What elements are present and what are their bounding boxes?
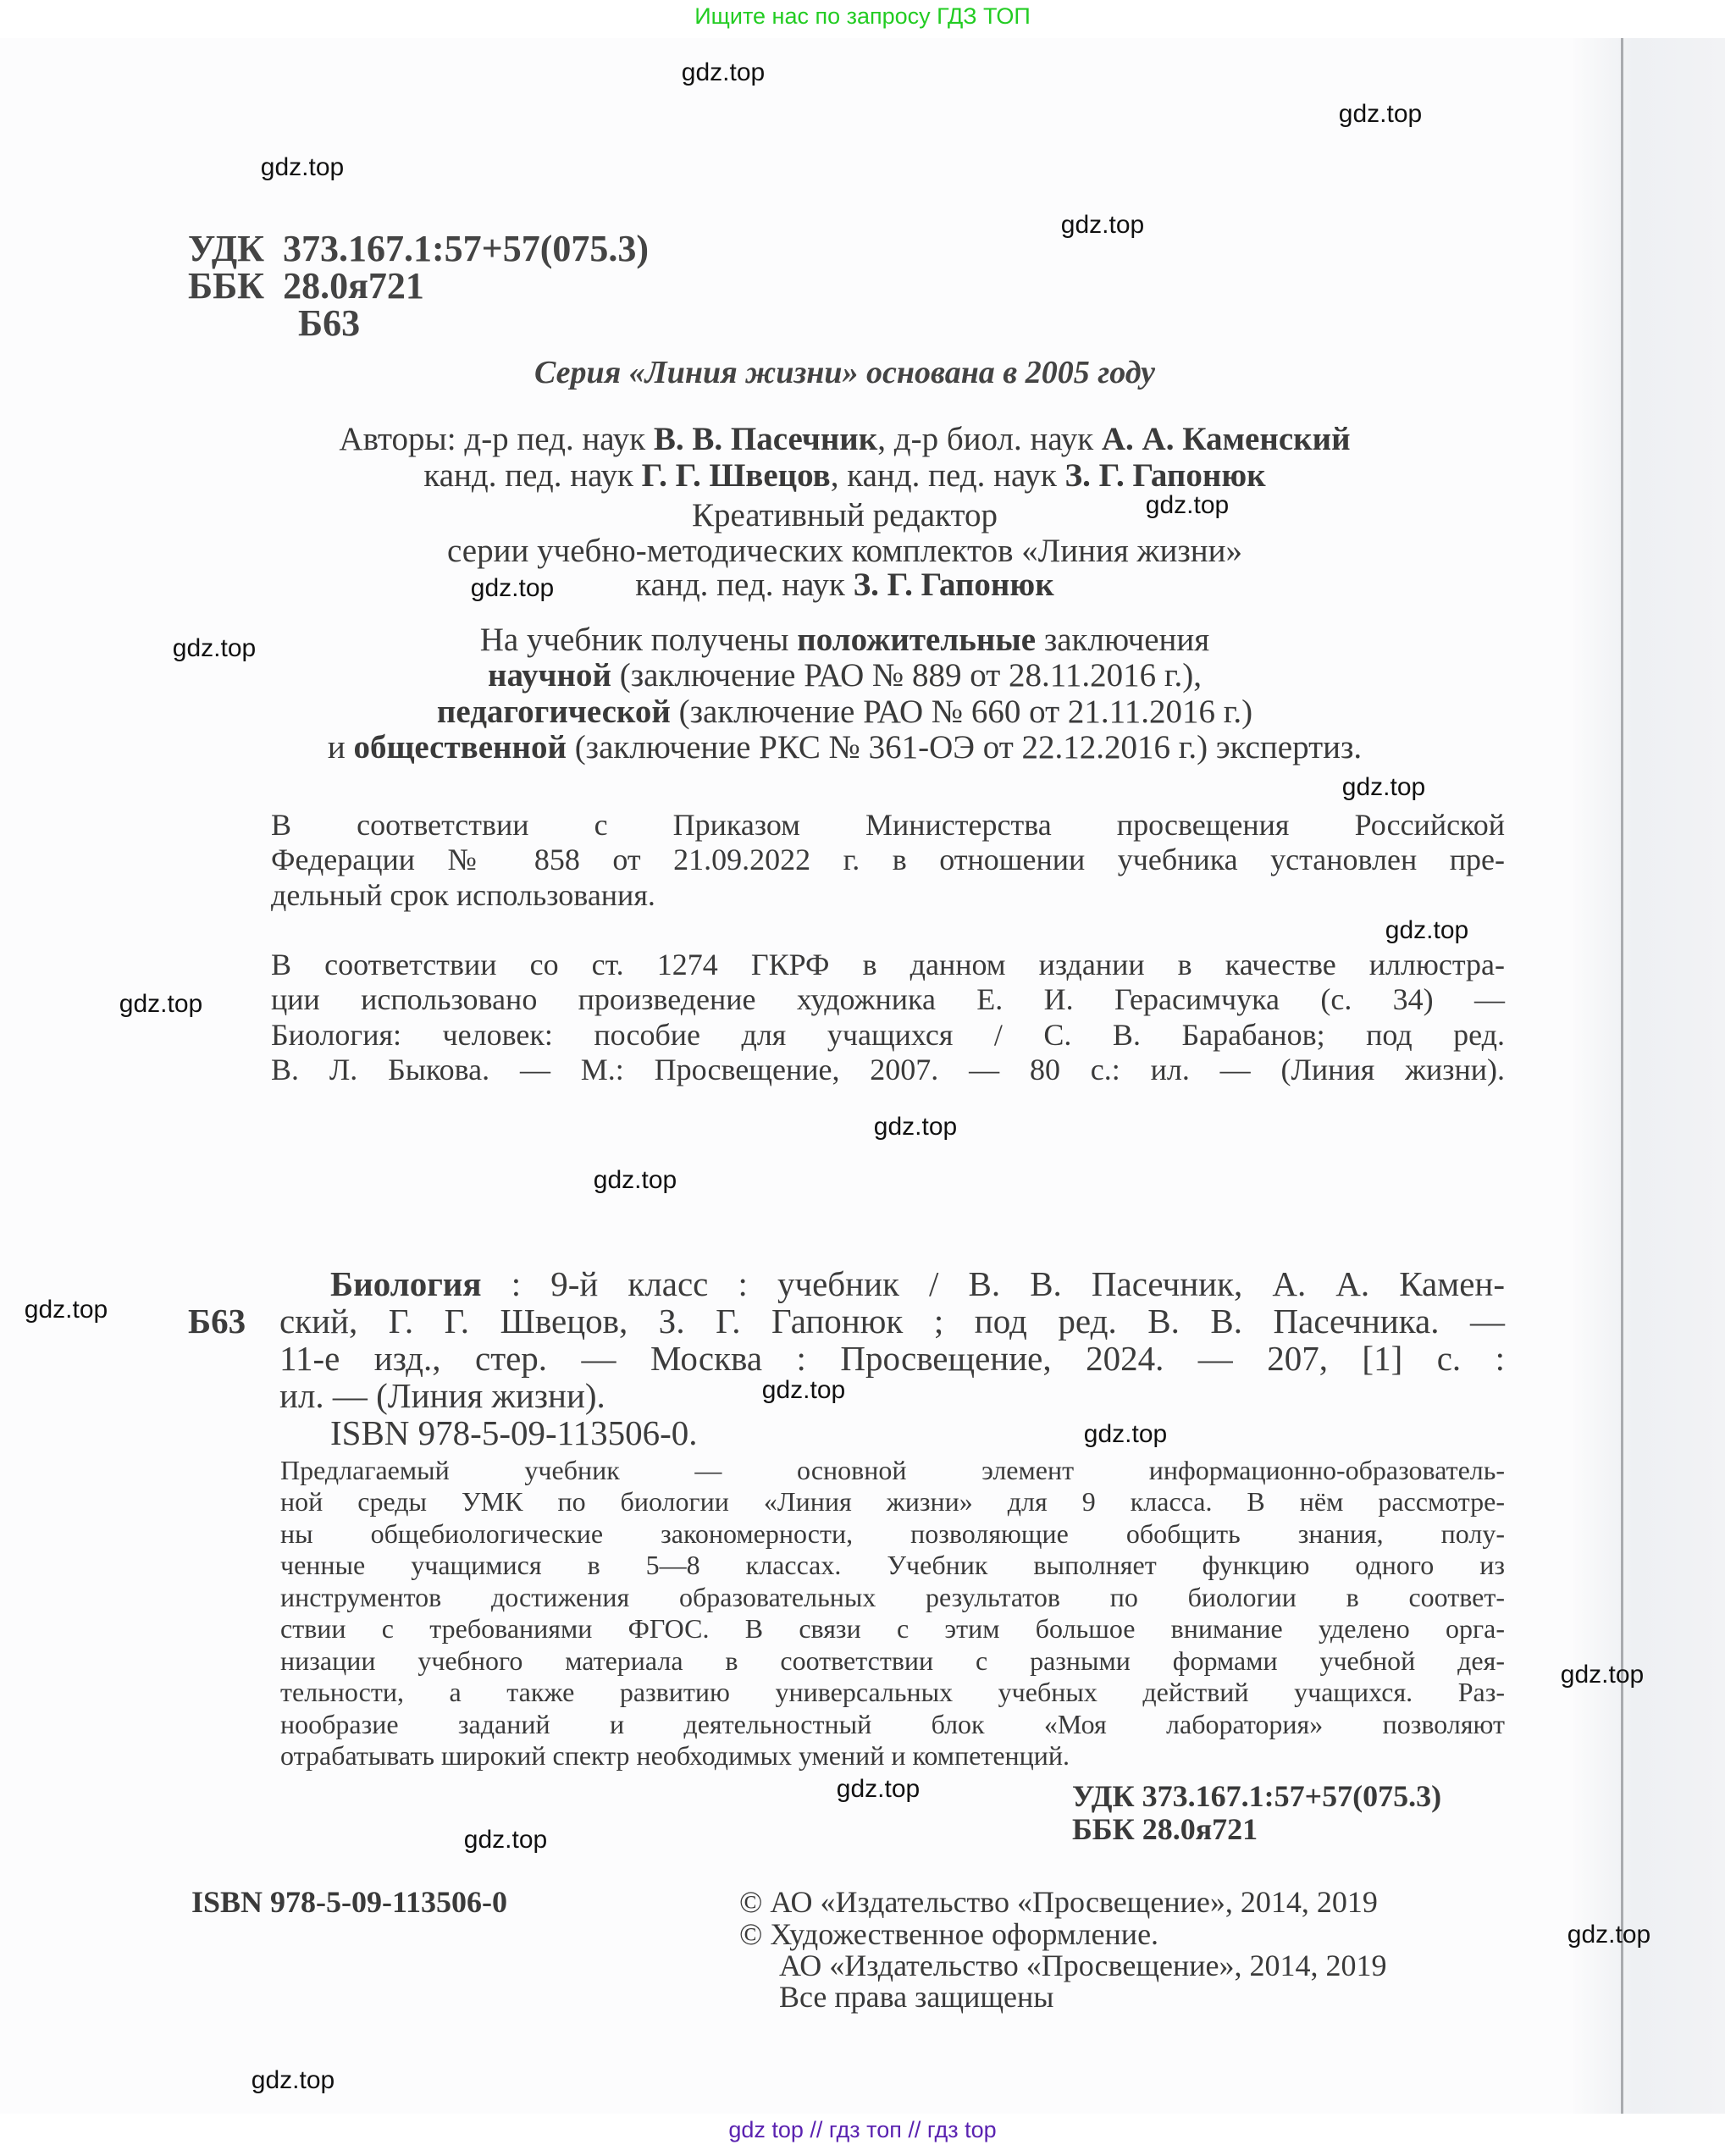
page-edge-shadow xyxy=(1573,38,1725,2114)
text: канд. пед. наук xyxy=(423,457,642,494)
abstract-line: ченные учащимися в 5—8 классах. Учебник выполняет функцию одного из xyxy=(280,1550,1505,1580)
abstract-line: инструментов достижения образовательных результатов по биологии в соответ- xyxy=(280,1582,1505,1612)
abstract-line: Предлагаемый учебник — основной элемент информационно-образователь- xyxy=(280,1455,1505,1485)
editor-line-1: Креативный редактор xyxy=(691,497,998,533)
author-code: Б63 xyxy=(298,302,361,344)
watermark: gdz.top xyxy=(1560,1661,1645,1689)
bibliography-line-2: ский, Г. Г. Швецов, З. Г. Гапонюк ; под ред. В. В. Пасечника. — xyxy=(279,1302,1505,1341)
text-bold: общественной xyxy=(353,729,567,766)
watermark: gdz.top xyxy=(172,634,257,662)
illustration-line: ции использовано произведение художника Е. И. Герасимчука (с. 34) — xyxy=(271,982,1505,1016)
watermark: gdz.top xyxy=(836,1775,921,1803)
editor-name: З. Г. Гапонюк xyxy=(853,567,1054,603)
text-bold: положительные xyxy=(797,622,1037,658)
text-bold: научной xyxy=(488,657,611,694)
watermark: gdz.top xyxy=(1083,1420,1168,1448)
watermark: gdz.top xyxy=(1341,773,1426,801)
book-title: Биология xyxy=(330,1264,482,1303)
watermark: gdz.top xyxy=(260,153,345,181)
abstract-line: тельности, а также развитию универсальных учебных действий учащихся. Раз- xyxy=(280,1677,1505,1707)
watermark: gdz.top xyxy=(1338,100,1423,128)
abstract-line: нообразие заданий и деятельностный блок «Моя лаборатория» позволяют xyxy=(280,1709,1505,1739)
isbn: ISBN 978-5-09-113506-0 xyxy=(191,1885,508,1919)
search-banner-link[interactable]: Ищите нас по запросу ГДЗ ТОП xyxy=(694,3,1031,29)
bibliography-line-1 xyxy=(330,1263,1505,1304)
editor-line-2: серии учебно-методических комплектов «Линия жизни» xyxy=(447,533,1242,569)
illustration-line: В. Л. Быкова. — М.: Просвещение, 2007. — 80 с.: ил. — (Линия жизни). xyxy=(271,1053,1505,1086)
text: , канд. пед. наук xyxy=(830,457,1065,494)
watermark: gdz.top xyxy=(119,990,203,1018)
watermark: gdz.top xyxy=(1385,916,1469,944)
conclusion-line-4 xyxy=(0,728,1689,766)
watermark: gdz.top xyxy=(873,1113,958,1141)
copyright-line: АО «Издательство «Просвещение», 2014, 2019 xyxy=(779,1949,1387,1982)
author-name: В. В. Пасечник xyxy=(653,421,878,457)
editor-line-3 xyxy=(0,566,1689,604)
text: (заключение РАО № 660 от 21.11.2016 г.) xyxy=(670,694,1253,730)
bbk-label: ББК xyxy=(188,265,265,307)
copyright-line: © АО «Издательство «Просвещение», 2014, 2019 xyxy=(739,1885,1378,1919)
bottom-bbk: ББК 28.0я721 xyxy=(1072,1812,1258,1846)
watermark: gdz.top xyxy=(251,2066,335,2094)
watermark: gdz.top xyxy=(761,1376,846,1404)
abstract-line: ной среды УМК по биологии «Линия жизни» для 9 класса. В нём рассмотре- xyxy=(280,1486,1505,1517)
watermark: gdz.top xyxy=(470,574,555,602)
bottom-udk: УДК 373.167.1:57+57(075.3) xyxy=(1072,1779,1442,1813)
author-name: А. А. Каменский xyxy=(1101,421,1351,457)
watermark: gdz.top xyxy=(593,1166,677,1194)
order-line: Федерации № 858 от 21.09.2022 г. в отношении учебника установлен пре- xyxy=(271,843,1505,876)
order-line: дельный срок использования. xyxy=(271,878,655,912)
authors-line-1 xyxy=(0,420,1689,458)
bibliography-line-4: ил. — (Линия жизни). xyxy=(279,1376,605,1415)
copyright-line: Все права защищены xyxy=(779,1980,1054,2014)
author-name: З. Г. Гапонюк xyxy=(1064,457,1266,494)
watermark: gdz.top xyxy=(1060,211,1145,239)
udk-label: УДК xyxy=(188,228,265,269)
watermark: gdz.top xyxy=(1145,491,1230,519)
text: : 9-й класс : учебник / В. В. Пасечник, А. А. Камен- xyxy=(481,1264,1505,1303)
text: , д-р биол. наук xyxy=(877,421,1102,457)
abstract-line: отрабатывать широкий спектр необходимых умений и компетенций. xyxy=(280,1740,1070,1771)
illustration-line: Биология: человек: пособие для учащихся / С. В. Барабанов; под ред. xyxy=(271,1018,1505,1052)
order-line: В соответствии с Приказом Министерства просвещения Российской xyxy=(271,808,1505,842)
watermark: gdz.top xyxy=(1567,1921,1651,1949)
text: и xyxy=(327,729,354,766)
bibliography-code: Б63 xyxy=(188,1302,246,1341)
text: (заключение РАО № 889 от 28.11.2016 г.), xyxy=(611,657,1202,694)
watermark: gdz.top xyxy=(24,1296,108,1324)
copyright-line: © Художественное оформление. xyxy=(739,1917,1159,1951)
footer-link[interactable]: gdz top // гдз топ // гдз top xyxy=(728,2117,997,2142)
author-name: Г. Г. Швецов xyxy=(641,457,831,494)
abstract-line: низации учебного материала в соответствии с разными формами учебной дея- xyxy=(280,1645,1505,1676)
series-note: Серия «Линия жизни» основана в 2005 году xyxy=(534,355,1156,390)
conclusion-line-3 xyxy=(0,693,1689,731)
illustration-line: В соответствии со ст. 1274 ГКРФ в данном издании в качестве иллюстра- xyxy=(271,948,1505,981)
bibliography-line-3: 11-е изд., стер. — Москва : Просвещение, 2024. — 207, [1] с. : xyxy=(279,1339,1505,1378)
page-binding-line xyxy=(1621,38,1623,2114)
abstract-line: ствии с требованиями ФГОС. В связи с этим большое внимание уделено орга- xyxy=(280,1613,1505,1644)
text-bold: педагогической xyxy=(436,694,671,730)
text: (заключение РКС № 361-ОЭ от 22.12.2016 г.) экспертиз. xyxy=(566,729,1363,766)
watermark: gdz.top xyxy=(463,1826,548,1854)
authors-line-2 xyxy=(0,456,1689,495)
text: канд. пед. наук xyxy=(635,567,854,603)
watermark: gdz.top xyxy=(681,58,766,86)
abstract-line: ны общебиологические закономерности, позволяющие обобщить знания, полу- xyxy=(280,1518,1505,1549)
bbk-value: 28.0я721 xyxy=(283,265,424,307)
text: Авторы: д-р пед. наук xyxy=(339,421,654,457)
udk-value: 373.167.1:57+57(075.3) xyxy=(283,228,650,269)
text: На учебник получены xyxy=(479,622,798,658)
text: заключения xyxy=(1036,622,1210,658)
bibliography-isbn: ISBN 978-5-09-113506-0. xyxy=(330,1413,698,1452)
